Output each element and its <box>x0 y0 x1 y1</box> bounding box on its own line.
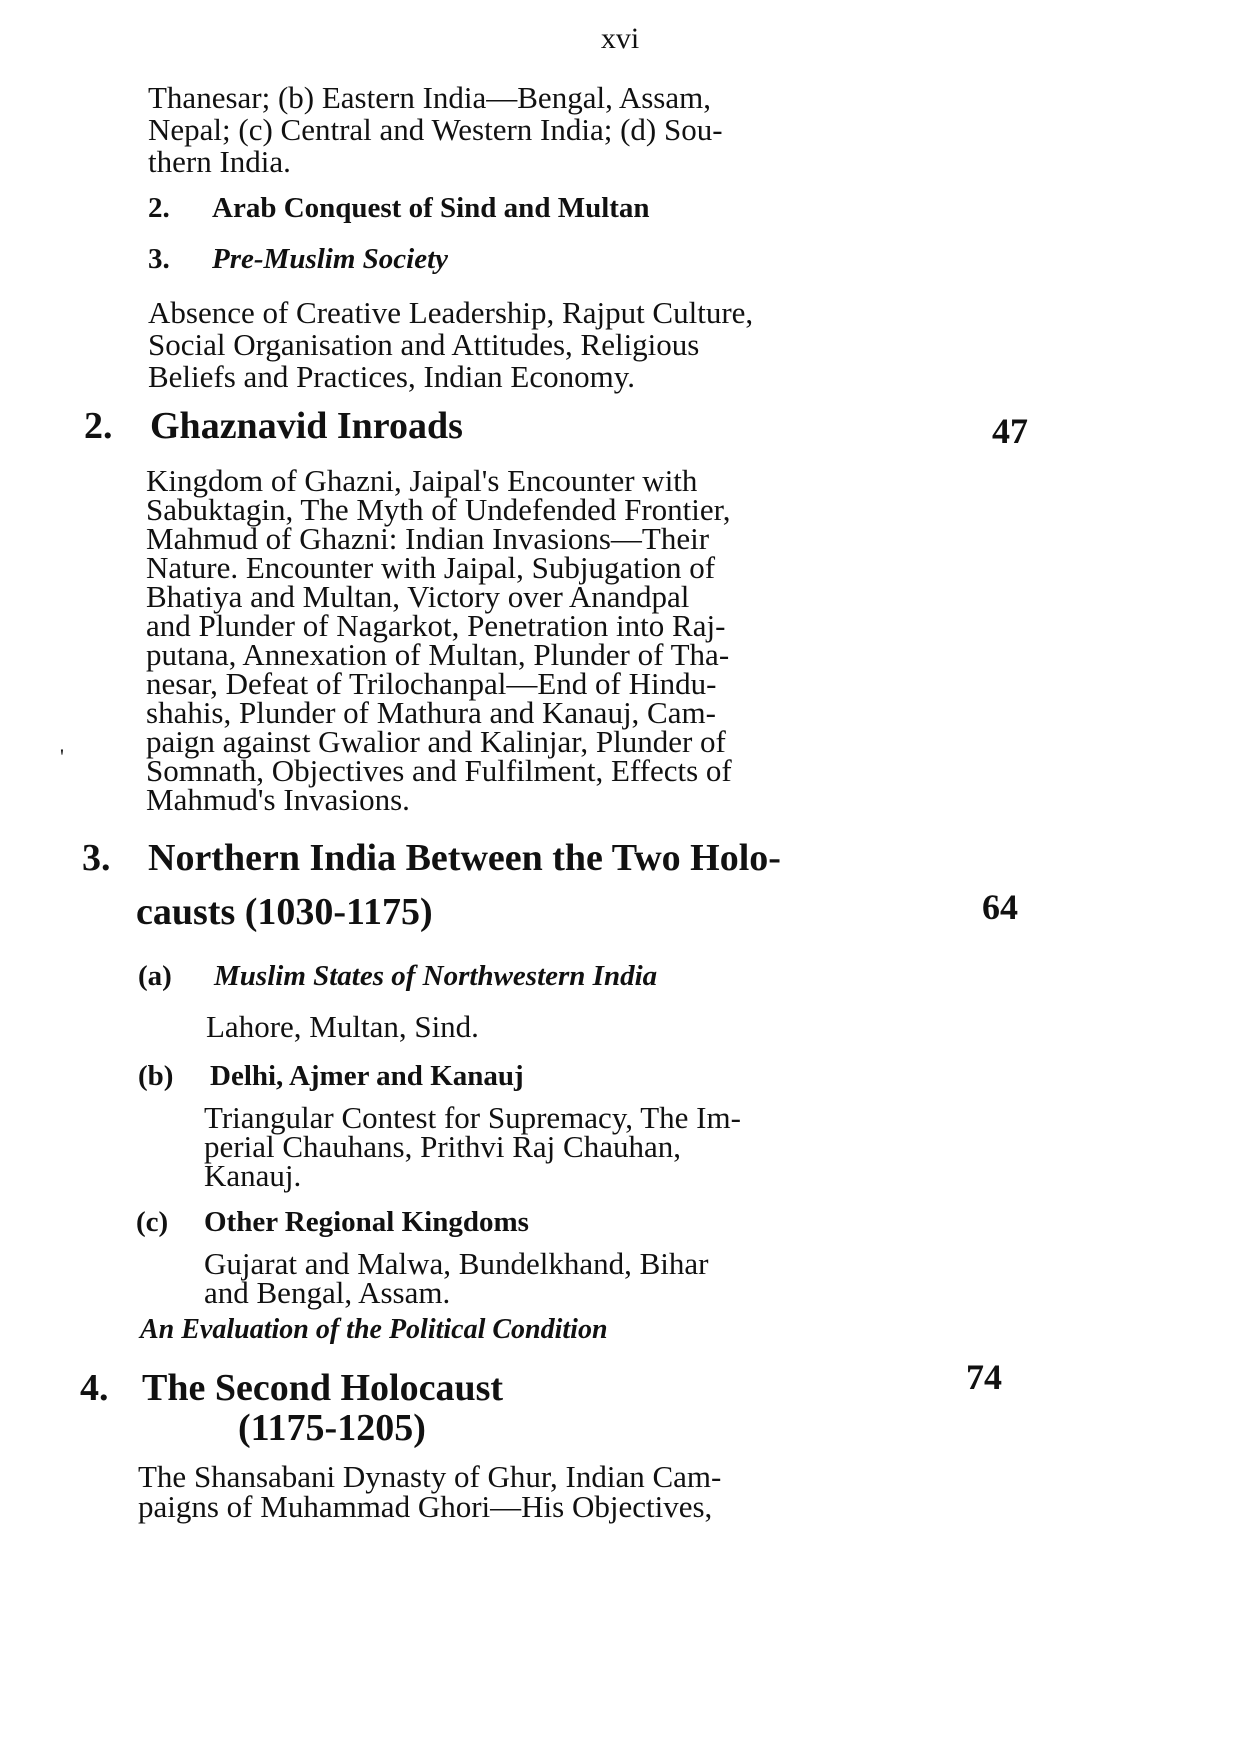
subsection-number: 2. <box>148 192 170 224</box>
text-line: Gujarat and Malwa, Bundelkhand, Bihar <box>204 1246 709 1281</box>
item-title: Delhi, Ajmer and Kanauj <box>210 1060 524 1092</box>
subsection-premuslim-society <box>148 243 448 276</box>
subsection-title: Pre-Muslim Society <box>212 243 449 275</box>
chapter-3-item-a <box>138 960 657 1043</box>
text-line: Absence of Creative Leadership, Rajput Culture, <box>148 295 754 330</box>
chapter-3-heading <box>82 836 781 934</box>
text-line: Somnath, Objectives and Fulfilment, Effects of <box>146 753 732 788</box>
text-line: Kingdom of Ghazni, Jaipal's Encounter with <box>146 463 698 498</box>
item-label: (b) <box>138 1060 174 1092</box>
text-line: Bhatiya and Multan, Victory over Anandpal <box>146 579 690 614</box>
text-line: Sabuktagin, The Myth of Undefended Frontier, <box>146 492 731 527</box>
text-line: Social Organisation and Attitudes, Religious <box>148 327 700 362</box>
chapter-title-line1: Northern India Between the Two Holo- <box>148 837 781 879</box>
text-line: Mahmud of Ghazni: Indian Invasions—Their <box>146 521 710 556</box>
chapter-2-heading <box>84 404 463 448</box>
page-number: xvi <box>600 22 640 55</box>
text-line: and Bengal, Assam. <box>204 1275 451 1310</box>
item-title: Other Regional Kingdoms <box>204 1206 529 1238</box>
chapter-3-item-b <box>138 1060 741 1193</box>
text-line: perial Chauhans, Prithvi Raj Chauhan, <box>204 1129 681 1164</box>
item-label: (c) <box>136 1206 169 1238</box>
chapter-4-page: 74 <box>966 1357 1002 1397</box>
text-line: paign against Gwalior and Kalinjar, Plunder of <box>146 724 726 759</box>
chapter-title-line2: (1175-1205) <box>238 1407 426 1449</box>
chapter-number: 3. <box>82 837 111 879</box>
text-line: nesar, Defeat of Trilochanpal—End of Hindu- <box>146 666 717 701</box>
chapter-3-item-c <box>136 1206 709 1310</box>
chapter-4-heading <box>80 1366 503 1450</box>
evaluation-heading: An Evaluation of the Political Condition <box>140 1314 608 1345</box>
chapter-3-page: 64 <box>982 887 1018 927</box>
text-line: Mahmud's Invasions. <box>146 782 410 817</box>
text-line: thern India. <box>148 144 291 179</box>
chapter-number: 4. <box>80 1367 109 1409</box>
chapter-number: 2. <box>84 405 113 447</box>
margin-mark: ' <box>60 744 64 769</box>
chapter-2-page: 47 <box>992 411 1028 451</box>
subsection-title: Arab Conquest of Sind and Multan <box>212 192 650 224</box>
chapter-title: Ghaznavid Inroads <box>150 405 463 447</box>
text-line: putana, Annexation of Multan, Plunder of Tha- <box>146 637 730 672</box>
chapter-title-line1: The Second Holocaust <box>142 1367 504 1409</box>
chapter-4-paragraph <box>138 1459 722 1524</box>
text-line: Thanesar; (b) Eastern India—Bengal, Assam, <box>148 80 711 115</box>
text-line: shahis, Plunder of Mathura and Kanauj, Cam- <box>146 695 716 730</box>
item-title: Muslim States of Northwestern India <box>214 960 658 992</box>
text-line: Triangular Contest for Supremacy, The Im- <box>204 1100 741 1135</box>
text-line: and Plunder of Nagarkot, Penetration into Raj- <box>146 608 726 643</box>
text-line: Kanauj. <box>204 1158 302 1193</box>
text-line: Beliefs and Practices, Indian Economy. <box>148 359 635 394</box>
chapter-2-paragraph <box>146 463 732 817</box>
subsection-arab-conquest <box>148 192 650 225</box>
premuslim-paragraph <box>148 297 753 393</box>
chapter-title-line2: causts (1030-1175) <box>136 891 433 933</box>
subsection-number: 3. <box>148 243 170 275</box>
item-label: (a) <box>138 960 172 992</box>
text-line: Lahore, Multan, Sind. <box>206 1009 479 1044</box>
text-line: Nepal; (c) Central and Western India; (d) Sou- <box>148 112 723 147</box>
text-line: The Shansabani Dynasty of Ghur, Indian Cam- <box>138 1459 722 1494</box>
top-paragraph <box>148 82 723 178</box>
text-line: paigns of Muhammad Ghori—His Objectives, <box>138 1489 713 1524</box>
text-line: Nature. Encounter with Jaipal, Subjugation of <box>146 550 716 585</box>
